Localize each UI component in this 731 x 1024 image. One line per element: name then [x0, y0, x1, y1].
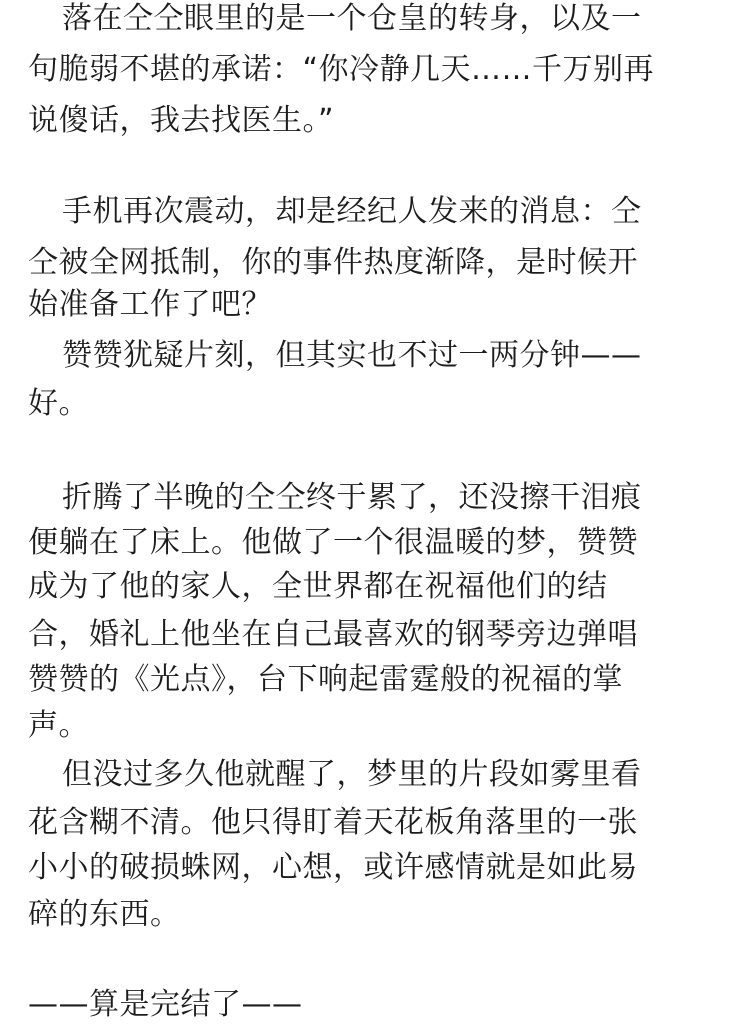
paragraph-5-line-3: 小小的破损蛛网，心想，或许感情就是如此易	[28, 850, 638, 885]
paragraph-4-line-6: 声。	[28, 708, 89, 743]
paragraph-1-line-1: 落在仝仝眼里的是一个仓皇的转身，以及一	[62, 1, 642, 36]
paragraph-2-line-3: 始准备工作了吧？	[28, 287, 272, 322]
ending-line: ——算是完结了——	[28, 987, 303, 1022]
paragraph-3-line-1: 赞赞犹疑片刻，但其实也不过一两分钟——	[62, 338, 642, 373]
paragraph-4-line-4: 合，婚礼上他坐在自己最喜欢的钢琴旁边弹唱	[28, 617, 638, 652]
paragraph-5-line-1: 但没过多久他就醒了，梦里的片段如雾里看	[62, 757, 642, 792]
paragraph-4-line-1: 折腾了半晚的仝仝终于累了，还没擦干泪痕	[62, 480, 642, 515]
paragraph-5-line-2: 花含糊不清。他只得盯着天花板角落里的一张	[28, 805, 638, 840]
paragraph-3-line-2: 好。	[28, 386, 89, 421]
paragraph-2-line-1: 手机再次震动，却是经纪人发来的消息：仝	[62, 194, 642, 229]
paragraph-1-line-2: 句脆弱不堪的承诺：“你冷静几天……千万别再	[28, 52, 655, 87]
paragraph-1-line-3: 说傻话，我去找医生。”	[28, 103, 335, 138]
paragraph-4-line-5: 赞赞的《光点》，台下响起雷霆般的祝福的掌	[28, 662, 623, 697]
paragraph-4-line-3: 成为了他的家人，全世界都在祝福他们的结	[28, 569, 608, 604]
paragraph-4-line-2: 便躺在了床上。他做了一个很温暖的梦，赞赞	[28, 525, 638, 560]
paragraph-2-line-2: 仝被全网抵制，你的事件热度渐降，是时候开	[28, 245, 638, 280]
paragraph-5-line-4: 碎的东西。	[28, 897, 181, 932]
